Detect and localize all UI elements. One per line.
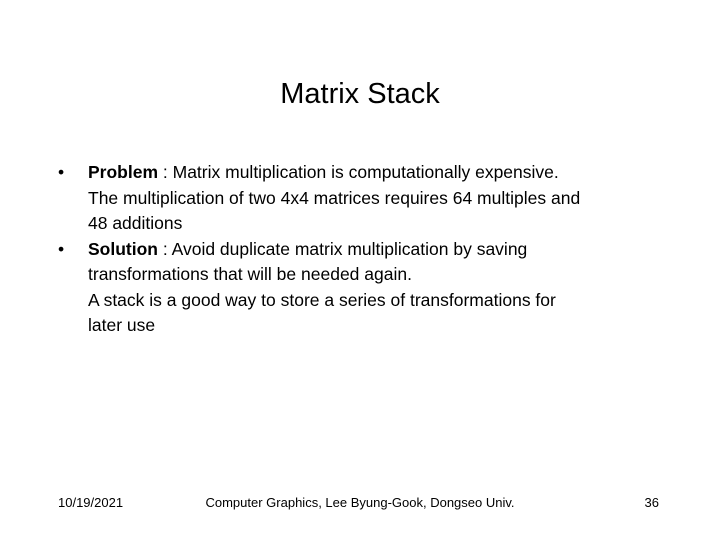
bullet-line: A stack is a good way to store a series of transformations for: [88, 289, 556, 310]
bullet-text: : Avoid duplicate matrix multiplication by saving: [157, 238, 528, 259]
bullet-item-problem: [58, 160, 678, 237]
bullet-line: [88, 160, 678, 186]
bullet-item-solution: [58, 237, 678, 339]
page-number: 36: [644, 495, 659, 510]
bullet-line: 48 additions: [88, 213, 183, 233]
bullet-list: [58, 160, 678, 339]
bullet-line: [88, 237, 678, 263]
slide-title: Matrix Stack: [280, 78, 440, 110]
bullet-icon: •: [58, 162, 65, 182]
bullet-line: transformations that will be needed again.: [88, 264, 412, 284]
bullet-term: Problem: [88, 162, 159, 182]
bullet-icon: •: [58, 238, 65, 259]
bullet-line: The multiplication of two 4x4 matrices requires 64 multiples and: [88, 187, 581, 208]
bullet-line: later use: [88, 315, 156, 335]
bullet-text: : Matrix multiplication is computationally expensive.: [158, 162, 559, 182]
footer-credit: Computer Graphics, Lee Byung-Gook, Dongseo Univ.: [205, 495, 515, 510]
footer-date: 10/19/2021: [58, 495, 124, 510]
bullet-term: Solution: [88, 238, 158, 259]
